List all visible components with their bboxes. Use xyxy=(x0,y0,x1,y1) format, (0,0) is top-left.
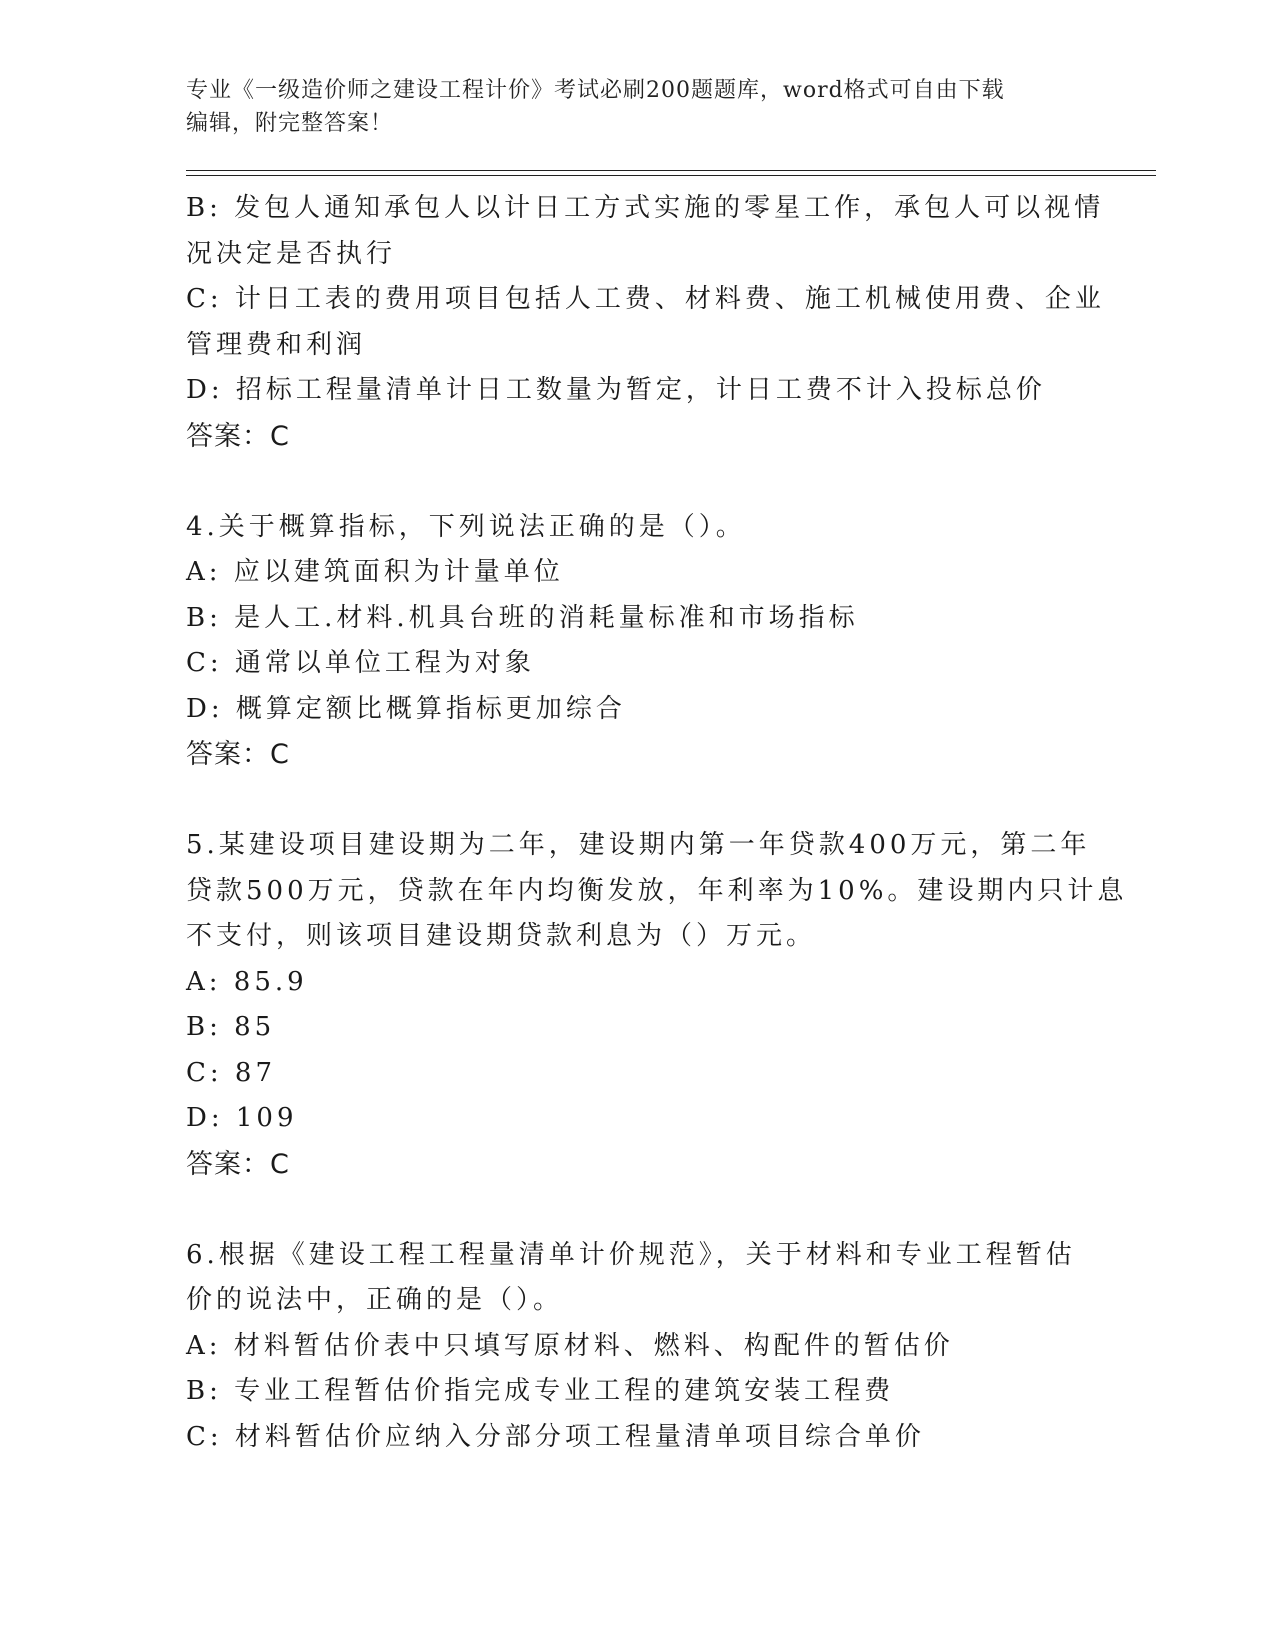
spacer xyxy=(186,1187,1086,1233)
question-6 xyxy=(186,1233,1086,1461)
q5-stem-line-3: 不支付，则该项目建设期贷款利息为（）万元。 xyxy=(186,921,817,951)
q6-option-c: C: 材料暂估价应纳入分部分项工程量清单项目综合单价 xyxy=(186,1421,925,1452)
q5-answer: 答案：C xyxy=(186,1148,290,1180)
q5-option-c: C: 87 xyxy=(186,1057,277,1088)
q4-answer: 答案：C xyxy=(186,739,290,770)
q6-stem-line-1: 6.根据《建设工程工程量清单计价规范》，关于材料和专业工程暂估 xyxy=(186,1239,1076,1270)
q3-option-c-line-1: C: 计日工表的费用项目包括人工费、材料费、施工机械使用费、企业 xyxy=(186,284,1105,314)
question-3 xyxy=(186,186,1105,459)
question-4 xyxy=(186,505,1086,778)
q4-option-b: B: 是人工.材料.机具台班的消耗量标准和市场指标 xyxy=(186,602,859,633)
page-header xyxy=(186,74,1086,140)
q4-stem: 4.关于概算指标，下列说法正确的是（）。 xyxy=(186,511,746,542)
q4-option-c: C: 通常以单位工程为对象 xyxy=(186,648,535,678)
q6-option-a: A: 材料暂估价表中只填写原材料、燃料、构配件的暂估价 xyxy=(186,1330,954,1361)
header-divider-bottom xyxy=(186,175,1156,176)
spacer xyxy=(186,459,1086,505)
header-line-1: 专业《一级造价师之建设工程计价》考试必刷200题题库，word格式可自由下载 xyxy=(186,78,1005,103)
q6-option-b: B: 专业工程暂估价指完成专业工程的建筑安装工程费 xyxy=(186,1376,895,1406)
q6-stem-line-2: 价的说法中，正确的是（）。 xyxy=(186,1285,564,1315)
spacer xyxy=(186,778,1086,824)
header-divider-top xyxy=(186,170,1156,171)
q5-option-b: B: 85 xyxy=(186,1012,276,1042)
question-5 xyxy=(186,823,1128,1187)
q3-option-b-line-1: B: 发包人通知承包人以计日工方式实施的零星工作，承包人可以视情 xyxy=(186,193,1105,223)
q5-stem-line-1: 5.某建设项目建设期为二年，建设期内第一年贷款400万元，第二年 xyxy=(186,830,1091,860)
q3-option-d: D: 招标工程量清单计日工数量为暂定，计日工费不计入投标总价 xyxy=(186,375,1046,405)
q5-option-a: A: 85.9 xyxy=(186,966,308,997)
q4-option-a: A: 应以建筑面积为计量单位 xyxy=(186,557,564,587)
q4-option-d: D: 概算定额比概算指标更加综合 xyxy=(186,693,626,724)
q3-answer: 答案：C xyxy=(186,420,290,452)
q5-option-d: D: 109 xyxy=(186,1103,298,1133)
question-content xyxy=(186,186,1128,1460)
q5-stem-line-2: 贷款500万元，贷款在年内均衡发放，年利率为10%。建设期内只计息 xyxy=(186,875,1128,906)
q3-option-b-line-2: 况决定是否执行 xyxy=(186,238,397,269)
q3-option-c-line-2: 管理费和利润 xyxy=(186,329,367,360)
header-line-2: 编辑，附完整答案！ xyxy=(186,111,394,136)
